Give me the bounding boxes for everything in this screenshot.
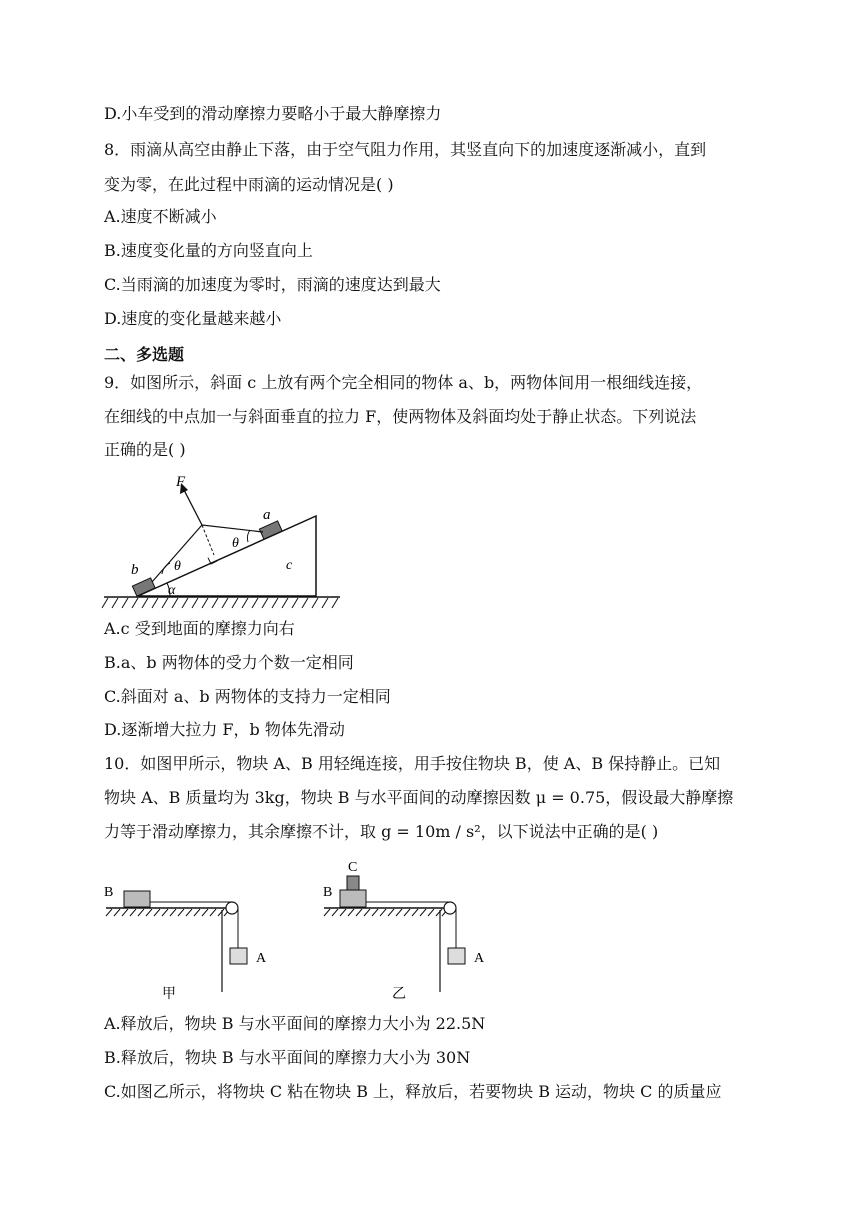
- block-C: [347, 876, 359, 890]
- label-B: B: [323, 885, 333, 900]
- q8-option-a: A.速度不断减小: [104, 207, 217, 226]
- block-A: [448, 948, 465, 964]
- label-B: B: [104, 885, 114, 900]
- label-b: b: [131, 562, 139, 578]
- block-A: [230, 948, 247, 964]
- q10-stem-line3: 力等于滑动摩擦力，其余摩擦不计，取 g = 10m / s²，以下说法中正确的是( ): [104, 822, 659, 841]
- pulley: [226, 902, 238, 914]
- figure-incline: [100, 468, 350, 616]
- label-theta-lower: θ: [174, 559, 181, 574]
- caption-yi: 乙: [392, 987, 406, 1000]
- caption-jia: 甲: [162, 987, 176, 1000]
- figure-pulley-jia: [100, 870, 280, 1000]
- q10-stem-line1: 10．如图甲所示，物块 A、B 用轻绳连接，用手按住物块 B，使 A、B 保持静止。已知: [104, 754, 721, 773]
- label-a: a: [263, 507, 271, 523]
- q8-option-c: C.当雨滴的加速度为零时，雨滴的速度达到最大: [104, 275, 441, 294]
- label-A: A: [474, 951, 485, 966]
- q9-stem-line2: 在细线的中点加一与斜面垂直的拉力 F，使两物体及斜面均处于静止状态。下列说法: [104, 407, 697, 426]
- label-c: c: [286, 558, 293, 573]
- q9-option-d: D.逐渐增大拉力 F，b 物体先滑动: [104, 720, 345, 739]
- q9-stem-line1: 9．如图所示，斜面 c 上放有两个完全相同的物体 a、b，两物体间用一根细线连接，: [104, 373, 703, 392]
- q10-option-a: A.释放后，物块 B 与水平面间的摩擦力大小为 22.5N: [104, 1014, 486, 1033]
- force-arrow: [184, 490, 202, 525]
- q9-stem-line3: 正确的是( ): [104, 440, 186, 459]
- q8-option-d: D.速度的变化量越来越小: [104, 309, 282, 328]
- q10-stem-line2: 物块 A、B 质量均为 3kg，物块 B 与水平面间的动摩擦因数 μ = 0.75，假设最大静摩擦: [104, 788, 734, 807]
- q8-option-b: B.速度变化量的方向竖直向上: [104, 241, 313, 260]
- q10-option-c: C.如图乙所示，将物块 C 粘在物块 B 上，释放后，若要物块 B 运动，物块 C 的质量应: [104, 1082, 722, 1101]
- label-A: A: [256, 951, 267, 966]
- block-B: [340, 890, 366, 907]
- block-B: [124, 891, 150, 907]
- pulley: [444, 902, 456, 914]
- label-alpha: α: [168, 583, 176, 598]
- label-C: C: [348, 860, 358, 875]
- q10-option-b: B.释放后，物块 B 与水平面间的摩擦力大小为 30N: [104, 1048, 471, 1067]
- figure-pulley-yi: [318, 855, 498, 1000]
- q9-option-b: B.a、b 两物体的受力个数一定相同: [104, 653, 354, 672]
- label-F: F: [176, 474, 186, 490]
- q8-stem-line1: 8．雨滴从高空由静止下落，由于空气阻力作用，其竖直向下的加速度逐渐减小，直到: [104, 140, 707, 159]
- label-theta-upper: θ: [232, 536, 239, 551]
- section-heading: 二、多选题: [104, 345, 185, 364]
- q9-option-c: C.斜面对 a、b 两物体的支持力一定相同: [104, 687, 391, 706]
- q8-stem-line2: 变为零，在此过程中雨滴的运动情况是( ): [104, 175, 394, 194]
- q9-option-a: A.c 受到地面的摩擦力向右: [104, 619, 295, 638]
- q7-option-d: D.小车受到的滑动摩擦力要略小于最大静摩擦力: [104, 104, 442, 123]
